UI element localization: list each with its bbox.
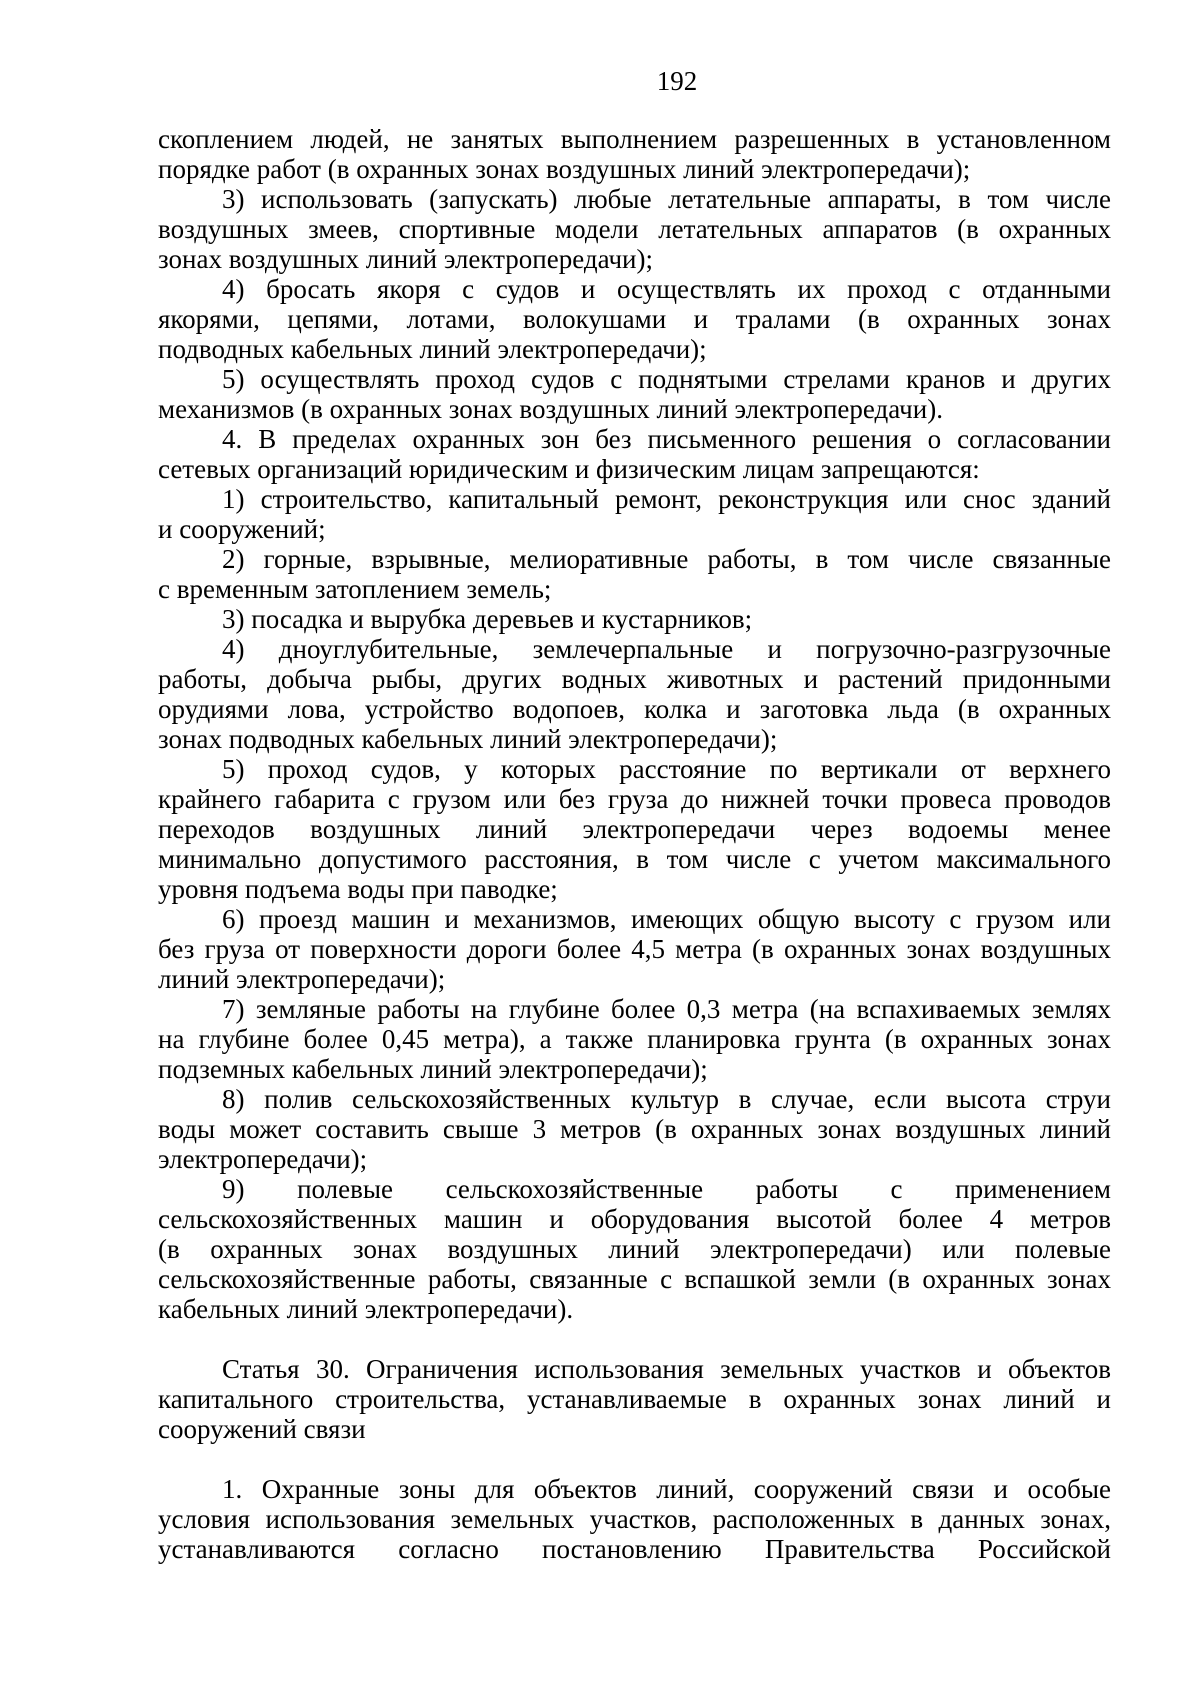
text-line: без груза от поверхности дороги более 4,5 метра (в охранных зонах воздушных <box>158 934 1111 964</box>
list-item-7 <box>158 994 1111 1084</box>
text-line: 3) использовать (запускать) любые летательные аппараты, в том числе <box>222 184 1111 214</box>
text-line: 9) полевые сельскохозяйственные работы с применением <box>222 1174 1111 1204</box>
list-item-4 <box>158 274 1111 364</box>
list-item-9 <box>158 1174 1111 1324</box>
text-line: 2) горные, взрывные, мелиоративные работы, в том числе связанные <box>222 544 1111 574</box>
text-line: (в охранных зонах воздушных линий электропередачи) или полевые <box>158 1234 1111 1264</box>
text-line: 5) проход судов, у которых расстояние по вертикали от верхнего <box>222 754 1111 784</box>
text-line: на глубине более 0,45 метра), а также планировка грунта (в охранных зонах <box>158 1024 1111 1054</box>
text-line: 3) посадка и вырубка деревьев и кустарников; <box>222 604 753 634</box>
text-line: якорями, цепями, лотами, волокушами и тралами (в охранных зонах <box>158 304 1111 334</box>
list-item-3 <box>158 184 1111 274</box>
list-item-1 <box>158 484 1111 544</box>
text-line: 4. В пределах охранных зон без письменного решения о согласовании <box>222 424 1111 454</box>
text-line: орудиями лова, устройство водопоев, колка и заготовка льда (в охранных <box>158 694 1111 724</box>
document-body <box>158 124 1111 1564</box>
text-line: скоплением людей, не занятых выполнением разрешенных в установленном <box>158 124 1111 154</box>
text-line: 5) осуществлять проход судов с поднятыми стрелами кранов и других <box>222 364 1111 394</box>
text-line: крайнего габарита с грузом или без груза до нижней точки провеса проводов <box>158 784 1111 814</box>
text-line: переходов воздушных линий электропередачи через водоемы менее <box>158 814 1111 844</box>
text-line: сооружений связи <box>158 1414 366 1444</box>
text-line: воздушных змеев, спортивные модели летательных аппаратов (в охранных <box>158 214 1111 244</box>
text-line: 6) проезд машин и механизмов, имеющих общую высоту с грузом или <box>222 904 1111 934</box>
text-line: 1) строительство, капитальный ремонт, реконструкция или снос зданий <box>222 484 1111 514</box>
text-line: устанавливаются согласно постановлению Правительства Российской <box>158 1534 1111 1564</box>
text-line: зонах воздушных линий электропередачи); <box>158 244 653 274</box>
text-line: условия использования земельных участков, расположенных в данных зонах, <box>158 1504 1111 1534</box>
list-item-8 <box>158 1084 1111 1174</box>
list-item-2 <box>158 544 1111 604</box>
text-line: 4) бросать якоря с судов и осуществлять их проход с отданными <box>222 274 1111 304</box>
text-line: сетевых организаций юридическим и физическим лицам запрещаются: <box>158 454 980 484</box>
text-line: 8) полив сельскохозяйственных культур в случае, если высота струи <box>222 1084 1111 1114</box>
text-line: уровня подъема воды при паводке; <box>158 874 558 904</box>
clause-1 <box>158 1474 1111 1564</box>
text-line: работы, добыча рыбы, других водных животных и растений придонными <box>158 664 1111 694</box>
text-line: воды может составить свыше 3 метров (в охранных зонах воздушных линий <box>158 1114 1111 1144</box>
text-line: электропередачи); <box>158 1144 368 1174</box>
text-line: кабельных линий электропередачи). <box>158 1294 574 1324</box>
text-line: сельскохозяйственные работы, связанные с вспашкой земли (в охранных зонах <box>158 1264 1111 1294</box>
page-number: 192 <box>656 66 698 96</box>
text-line: капитального строительства, устанавливаемые в охранных зонах линий и <box>158 1384 1111 1414</box>
clause-4 <box>158 424 1111 484</box>
text-line: подводных кабельных линий электропередачи); <box>158 334 707 364</box>
text-line: и сооружений; <box>158 514 326 544</box>
body-paragraph-continuation <box>158 124 1111 184</box>
text-line: линий электропередачи); <box>158 964 446 994</box>
text-line: минимально допустимого расстояния, в том числе с учетом максимального <box>158 844 1111 874</box>
article-heading <box>158 1354 1111 1444</box>
list-item-5b <box>158 754 1111 904</box>
list-item-6 <box>158 904 1111 994</box>
text-line: 1. Охранные зоны для объектов линий, сооружений связи и особые <box>222 1474 1111 1504</box>
list-item-5 <box>158 364 1111 424</box>
text-line: 4) дноуглубительные, землечерпальные и погрузочно-разгрузочные <box>222 634 1111 664</box>
list-item-4b <box>158 634 1111 754</box>
text-line: механизмов (в охранных зонах воздушных линий электропередачи). <box>158 394 943 424</box>
text-line: Статья 30. Ограничения использования земельных участков и объектов <box>222 1354 1111 1384</box>
text-line: подземных кабельных линий электропередачи); <box>158 1054 708 1084</box>
list-item-3b <box>158 604 1111 634</box>
text-line: сельскохозяйственных машин и оборудования высотой более 4 метров <box>158 1204 1111 1234</box>
text-line: порядке работ (в охранных зонах воздушных линий электропередачи); <box>158 154 971 184</box>
text-line: с временным затоплением земель; <box>158 574 552 604</box>
text-line: зонах подводных кабельных линий электропередачи); <box>158 724 778 754</box>
text-line: 7) земляные работы на глубине более 0,3 метра (на вспахиваемых землях <box>222 994 1111 1024</box>
